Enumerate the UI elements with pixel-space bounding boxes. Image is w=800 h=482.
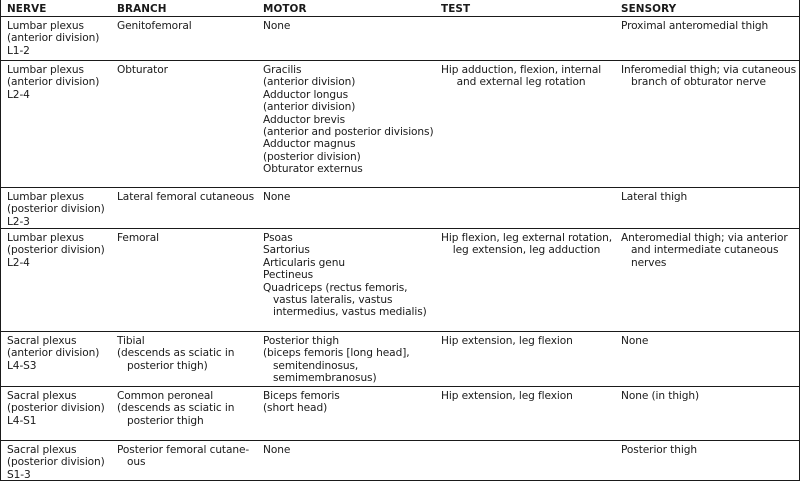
cell-sensory: [621, 17, 799, 60]
cell-motor: [263, 332, 441, 386]
nerve-line: (posterior division): [7, 244, 105, 257]
cell-branch: [117, 332, 263, 386]
cell-motor: [263, 188, 441, 228]
cell-test: [441, 229, 621, 331]
cell-nerve: [1, 387, 117, 440]
branch-line: (descends as sciatic in: [117, 347, 235, 360]
header-test: TEST: [441, 3, 471, 15]
branch-line: posterior thigh: [127, 414, 204, 427]
test-text-block: [441, 64, 601, 89]
cell-sensory: [621, 229, 799, 331]
header-branch: BRANCH: [117, 3, 167, 15]
nerve-line: (anterior division): [7, 32, 100, 45]
sensory-line: nerves: [631, 256, 667, 269]
sensory-line: None (in thigh): [621, 390, 700, 402]
motor-line: (short head): [263, 402, 328, 415]
cell-branch: [117, 17, 263, 60]
cell-motor: [263, 387, 441, 440]
nerve-line: S1-3: [7, 468, 31, 481]
test-line: Hip extension, leg flexion: [441, 390, 573, 402]
sensory-line: branch of obturator nerve: [631, 76, 766, 89]
branch-line: Posterior femoral cutane-: [117, 444, 250, 456]
cell-nerve: [1, 61, 117, 187]
test-text-block: [441, 335, 573, 347]
header-nerve: NERVE: [7, 3, 47, 15]
branch-line: ous: [127, 456, 146, 469]
test-text-block: [441, 232, 612, 257]
motor-line: Adductor magnus: [263, 138, 356, 151]
test-text-block: [441, 390, 573, 402]
nerve-line: L4-S1: [7, 414, 37, 427]
sensory-line: Inferomedial thigh; via cutaneous: [621, 64, 797, 76]
cell-motor: [263, 229, 441, 331]
nerve-line: (posterior division): [7, 456, 105, 469]
nerve-line: Lumbar plexus: [7, 232, 84, 244]
motor-line: Posterior thigh: [263, 335, 339, 347]
cell-branch: [117, 441, 263, 481]
nerve-line: Lumbar plexus: [7, 20, 84, 32]
cell-branch: [117, 387, 263, 440]
cell-sensory: [621, 387, 799, 440]
nerve-line: Sacral plexus: [7, 444, 77, 456]
branch-line: Femoral: [117, 232, 159, 244]
cell-test: [441, 332, 621, 386]
branch-line: Genitofemoral: [117, 20, 192, 32]
sensory-line: Anteromedial thigh; via anterior: [621, 232, 788, 244]
nerve-line: L2-4: [7, 256, 30, 269]
sensory-line: Proximal anteromedial thigh: [621, 20, 769, 32]
sensory-line: Posterior thigh: [621, 444, 697, 456]
table-row: [1, 17, 799, 61]
motor-line: (biceps femoris [long head],: [263, 347, 410, 360]
motor-line: None: [263, 444, 291, 456]
test-line: Hip extension, leg flexion: [441, 335, 573, 347]
cell-branch: [117, 188, 263, 228]
motor-line: None: [263, 20, 291, 32]
cell-sensory: [621, 188, 799, 228]
nerve-line: (anterior division): [7, 76, 100, 89]
header-motor: MOTOR: [263, 3, 307, 15]
nerve-line: L2-3: [7, 215, 30, 228]
motor-line: Gracilis: [263, 64, 302, 76]
sensory-line: None: [621, 335, 649, 347]
cell-motor: [263, 17, 441, 60]
nerve-line: Lumbar plexus: [7, 64, 84, 76]
test-line: leg extension, leg adduction: [452, 244, 601, 257]
cell-nerve: [1, 332, 117, 386]
test-line: and external leg rotation: [456, 76, 586, 89]
table-row: [1, 387, 799, 441]
cell-test: [441, 387, 621, 440]
motor-line: Quadriceps (rectus femoris,: [263, 281, 408, 294]
sensory-line: Lateral thigh: [621, 191, 688, 203]
motor-line: Pectineus: [263, 269, 314, 282]
table-row: [1, 332, 799, 387]
motor-line: semitendinosus,: [273, 359, 359, 372]
nerve-line: L4-S3: [7, 359, 37, 372]
nerve-line: Lumbar plexus: [7, 191, 84, 203]
cell-nerve: [1, 441, 117, 481]
motor-line: Adductor longus: [263, 88, 349, 101]
table-row: [1, 229, 799, 332]
nerve-line: Sacral plexus: [7, 390, 77, 402]
cell-test: [441, 441, 621, 481]
motor-line: vastus lateralis, vastus: [273, 294, 393, 307]
cell-test: [441, 188, 621, 228]
cell-motor: [263, 441, 441, 481]
motor-line: semimembranosus): [273, 372, 377, 385]
cell-branch: [117, 61, 263, 187]
motor-line: None: [263, 191, 291, 203]
motor-line: intermedius, vastus medialis): [273, 306, 427, 319]
cell-branch: [117, 229, 263, 331]
cell-motor: [263, 61, 441, 187]
branch-line: posterior thigh): [127, 359, 208, 372]
cell-nerve: [1, 17, 117, 60]
nerve-line: L2-4: [7, 88, 30, 101]
test-line: Hip flexion, leg external rotation,: [441, 232, 613, 244]
cell-sensory: [621, 61, 799, 187]
motor-line: (anterior and posterior divisions): [263, 126, 434, 139]
cell-test: [441, 17, 621, 60]
motor-line: Psoas: [263, 232, 293, 244]
nerve-line: L1-2: [7, 44, 30, 57]
nerve-line: Sacral plexus: [7, 335, 77, 347]
motor-line: Obturator externus: [263, 163, 363, 176]
branch-line: Obturator: [117, 64, 168, 76]
table-row: [1, 441, 799, 481]
table-body: [1, 17, 799, 481]
motor-line: Adductor brevis: [263, 113, 346, 126]
branch-line: Tibial: [117, 335, 145, 347]
nerve-line: (anterior division): [7, 347, 100, 360]
motor-line: (anterior division): [263, 101, 356, 114]
nerve-line: (posterior division): [7, 203, 105, 216]
motor-line: Articularis genu: [263, 256, 345, 269]
motor-line: Biceps femoris: [263, 390, 340, 402]
branch-line: Lateral femoral cutaneous: [117, 191, 255, 203]
test-line: Hip adduction, flexion, internal: [441, 64, 602, 76]
branch-line: Common peroneal: [117, 390, 214, 402]
motor-line: Sartorius: [263, 244, 310, 257]
cell-sensory: [621, 332, 799, 386]
motor-line: (posterior division): [263, 150, 361, 163]
cell-sensory: [621, 441, 799, 481]
table-header-row: [1, 0, 799, 17]
table-row: [1, 188, 799, 229]
sensory-line: and intermediate cutaneous: [631, 244, 779, 257]
cell-test: [441, 61, 621, 187]
table-row: [1, 61, 799, 188]
header-sensory: SENSORY: [621, 3, 677, 15]
branch-line: (descends as sciatic in: [117, 402, 235, 415]
nerve-line: (posterior division): [7, 402, 105, 415]
motor-line: (anterior division): [263, 76, 356, 89]
cell-nerve: [1, 229, 117, 331]
cell-nerve: [1, 188, 117, 228]
